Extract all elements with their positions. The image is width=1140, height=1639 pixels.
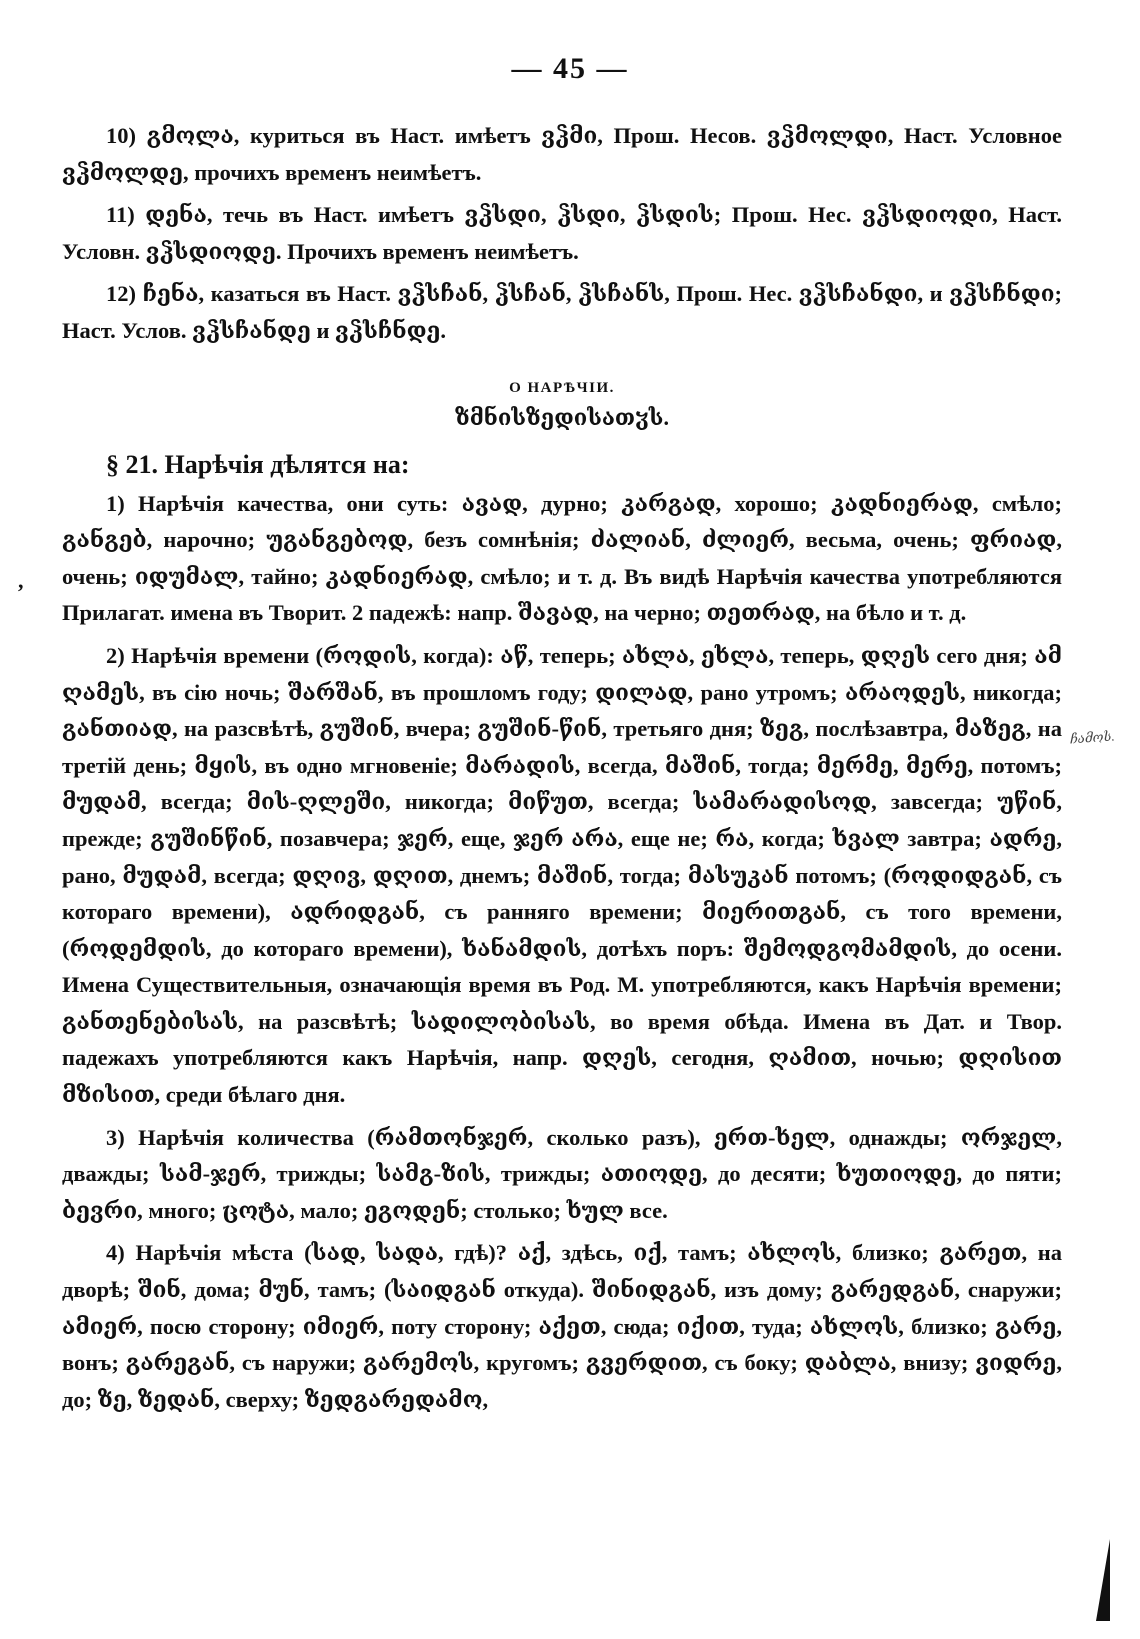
paragraph-adverbs-quality: 1) Нарѣчія качества, они суть: ავად, дурно; კარგად, хорошо; კადნიერად, смѣло; განგებ, нарочно; უგანგებოდ, безъ сомнѣнія; ძალიან, ძლიერ, весьма, очень; ფრიად, очень; იდუმალ, тайно; კადნიერად, смѣло; и т. д. Въ видѣ Нарѣчія качества употребляются Прилагат. имена въ Творит. 2 падежѣ: напр. შავად, на черно; თეთრად, на бѣло и т. д. <box>62 490 1062 626</box>
page-number: — 45 — <box>511 52 629 85</box>
section-title: § 21. Нарѣчія дѣлятся на: <box>106 449 410 479</box>
page-corner-mark <box>1096 1539 1110 1621</box>
margin-mark: , <box>18 568 24 593</box>
paragraph-adverbs-place: 4) Нарѣчія мѣста (სად, სადა, гдѣ)? აქ, здѣсь, იქ, тамъ; ახლოს, близко; გარეთ, на дворѣ; შინ, дома; მუნ, тамъ; (საიდგან откуда). შინიდგან, изъ дому; გარედგან, снаружи; ამიერ, посю сторону; იმიერ, поту сторону; აქეთ, сюда; იქით, туда; ახლოს, близко; გარე, вонъ; გარეგან, съ наружи; გარემოს, кругомъ; გვერდით, съ боку; დაბლა, внизу; ვიდრე, до; ზე, ზედან, сверху; ზედგარედამო, <box>62 1240 1062 1412</box>
page-body <box>62 118 1062 1418</box>
handwritten-margin-note: ჩამოს. <box>1069 728 1116 747</box>
section-subheading: ზმნისზედისათჳს. <box>455 404 669 430</box>
paragraph-adverbs-time: 2) Нарѣчія времени (როდის, когда): აწ, теперь; ახლა, ეხლა, теперь, დღეს сего дня; ამ ღამეს, въ сію ночь; შარშან, въ прошломъ году; დილად, рано утромъ; არაოდეს, никогда; განთიად, на разсвѣтѣ, გუშინ, вчера; გუშინ-წინ, третьяго дня; ზეგ, послѣзавтра, მაზეგ, на третій день; მყის, въ одно мгновеніе; მარადის, всегда, მაშინ, тогда; მერმე, მერე, потомъ; მუდამ, всегда; მის-ღლეში, никогда; მიწუთ, всегда; სამარადისოდ, завсегда; უწინ, прежде; გუშინწინ, позавчера; ჯერ, еще, ჯერ არა, еще не; რა, когда; ხვალ завтра; ადრე, рано, მუდამ, всегда; დღივ, დღით, днемъ; მაშინ, тогда; მასუკან потомъ; (როდიდგან, съ котораго времени), ადრიდგან, съ ранняго времени; მიერითგან, съ того времени, (როდემდის, до котораго времени), ხანამდის, дотѣхъ поръ: შემოდგომამდის, до осени. Имена Существительныя, означающія время въ Род. М. употребляются, какъ Нарѣчія времени; განთენებისას, на разсвѣтѣ; სადილობისას, во время обѣда. Имена въ Дат. и Твор. падежахъ употребляются какъ Нарѣчія, напр. დღეს, сегодня, ღამით, ночью; დღისით მზისით, среди бѣлаго дня. <box>62 642 1062 1108</box>
paragraph-11: 11) დენა, течь въ Наст. имѣетъ ვჴსდი, ჴსდი, ჴსდის; Прош. Нес. ვჴსდიოდი, Наст. Условн. ვჴსდიოდე. Прочихъ временъ неимѣетъ. <box>62 202 1062 264</box>
paragraph-adverbs-quantity: 3) Нарѣчія количества (რამთონჯერ, сколько разъ), ერთ-ხელ, однажды; ორჯელ, дважды; სამ-ჯერ, трижды; სამგ-ზის, трижды; ათიოდე, до десяти; ხუთიოდე, до пяти; ბევრი, много; ცოტა, мало; ეგოდენ; столько; ხულ все. <box>62 1124 1062 1223</box>
paragraph-12: 12) ჩენა, казаться въ Наст. ვჴსჩან, ჴსჩან, ჴსჩანს, Прош. Нес. ვჴსჩანდი, и ვჴსჩნდი; Наст. Услов. ვჴსჩანდე и ვჴსჩნდე. <box>62 281 1062 343</box>
section-heading: О НАРѢЧІИ. <box>509 379 615 396</box>
paragraph-10: 10) გმოლა, куриться въ Наст. имѣетъ ვჴმი, Прош. Несов. ვჴმოლდი, Наст. Условное ვჴმოლდე, прочихъ временъ неимѣетъ. <box>62 123 1062 185</box>
